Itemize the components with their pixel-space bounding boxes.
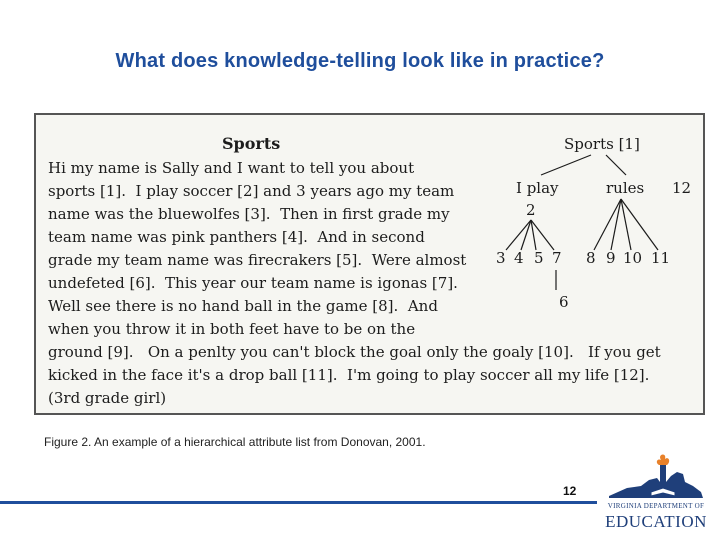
branch-root-rules	[606, 155, 626, 175]
tree-rules-label: rules	[606, 179, 645, 197]
branch-2-4	[521, 220, 531, 250]
tree-leaf-8: 8	[586, 249, 596, 267]
tree-leaf-3: 3	[496, 249, 506, 267]
essay-title: Sports	[222, 134, 281, 153]
branch-2-5	[531, 220, 536, 250]
tree-iplay-number: 2	[526, 201, 536, 219]
essay-line: Hi my name is Sally and I want to tell you about	[48, 159, 415, 177]
logo-name: EDUCATION	[605, 512, 707, 531]
slide-title: What does knowledge-telling look like in practice?	[115, 50, 605, 72]
branch-2-7	[531, 220, 554, 250]
vdoe-logo	[597, 452, 715, 536]
essay-line: kicked in the face it's a drop ball [11]. I'm going to play soccer all my life [12].	[48, 366, 650, 384]
essay-line: name was the bluewolfes [3]. Then in first grade my	[48, 205, 450, 223]
essay-line: team name was pink panthers [4]. And in second	[48, 228, 425, 246]
essay-line: when you throw it in both feet have to be on the	[48, 320, 416, 338]
tree-root-label: Sports [1]	[564, 135, 640, 153]
tree-branches	[506, 155, 658, 290]
tree-leaf-10: 10	[623, 249, 643, 267]
essay-line: undefeted [6]. This year our team name is igonas [7].	[48, 274, 458, 292]
essay-line: sports [1]. I play soccer [2] and 3 years ago my team	[48, 182, 455, 200]
branch-root-iplay	[541, 155, 591, 175]
tree-iplay-label: I play	[516, 179, 559, 197]
tree-leaf-7: 7	[552, 249, 562, 267]
branch-rules-9	[611, 199, 621, 250]
essay-line: grade my team name was firecrakers [5]. Were almost	[48, 251, 467, 269]
tree-leaf-9: 9	[606, 249, 616, 267]
figure-caption: Figure 2. An example of a hierarchical attribute list from Donovan, 2001.	[44, 435, 426, 449]
footer-rule	[0, 501, 597, 504]
figure-image	[34, 113, 705, 415]
essay-line: (3rd grade girl)	[48, 389, 167, 407]
tree-leaf-4: 4	[514, 249, 524, 267]
logo-subtitle: VIRGINIA DEPARTMENT OF	[607, 502, 705, 510]
hierarchy-tree	[36, 115, 705, 415]
tree-leaf-5: 5	[534, 249, 544, 267]
branch-2-3	[506, 220, 531, 250]
essay-line: Well see there is no hand ball in the game [8]. And	[48, 297, 438, 315]
tree-twelve-label: 12	[672, 179, 692, 197]
page-number: 12	[563, 484, 577, 498]
tree-leaf-11: 11	[651, 249, 671, 267]
branch-rules-8	[594, 199, 621, 250]
virginia-state-icon	[597, 452, 715, 502]
essay-line: ground [9]. On a penlty you can't block the goal only the goaly [10]. If you get	[48, 343, 661, 361]
tree-leaf-6: 6	[559, 293, 569, 311]
